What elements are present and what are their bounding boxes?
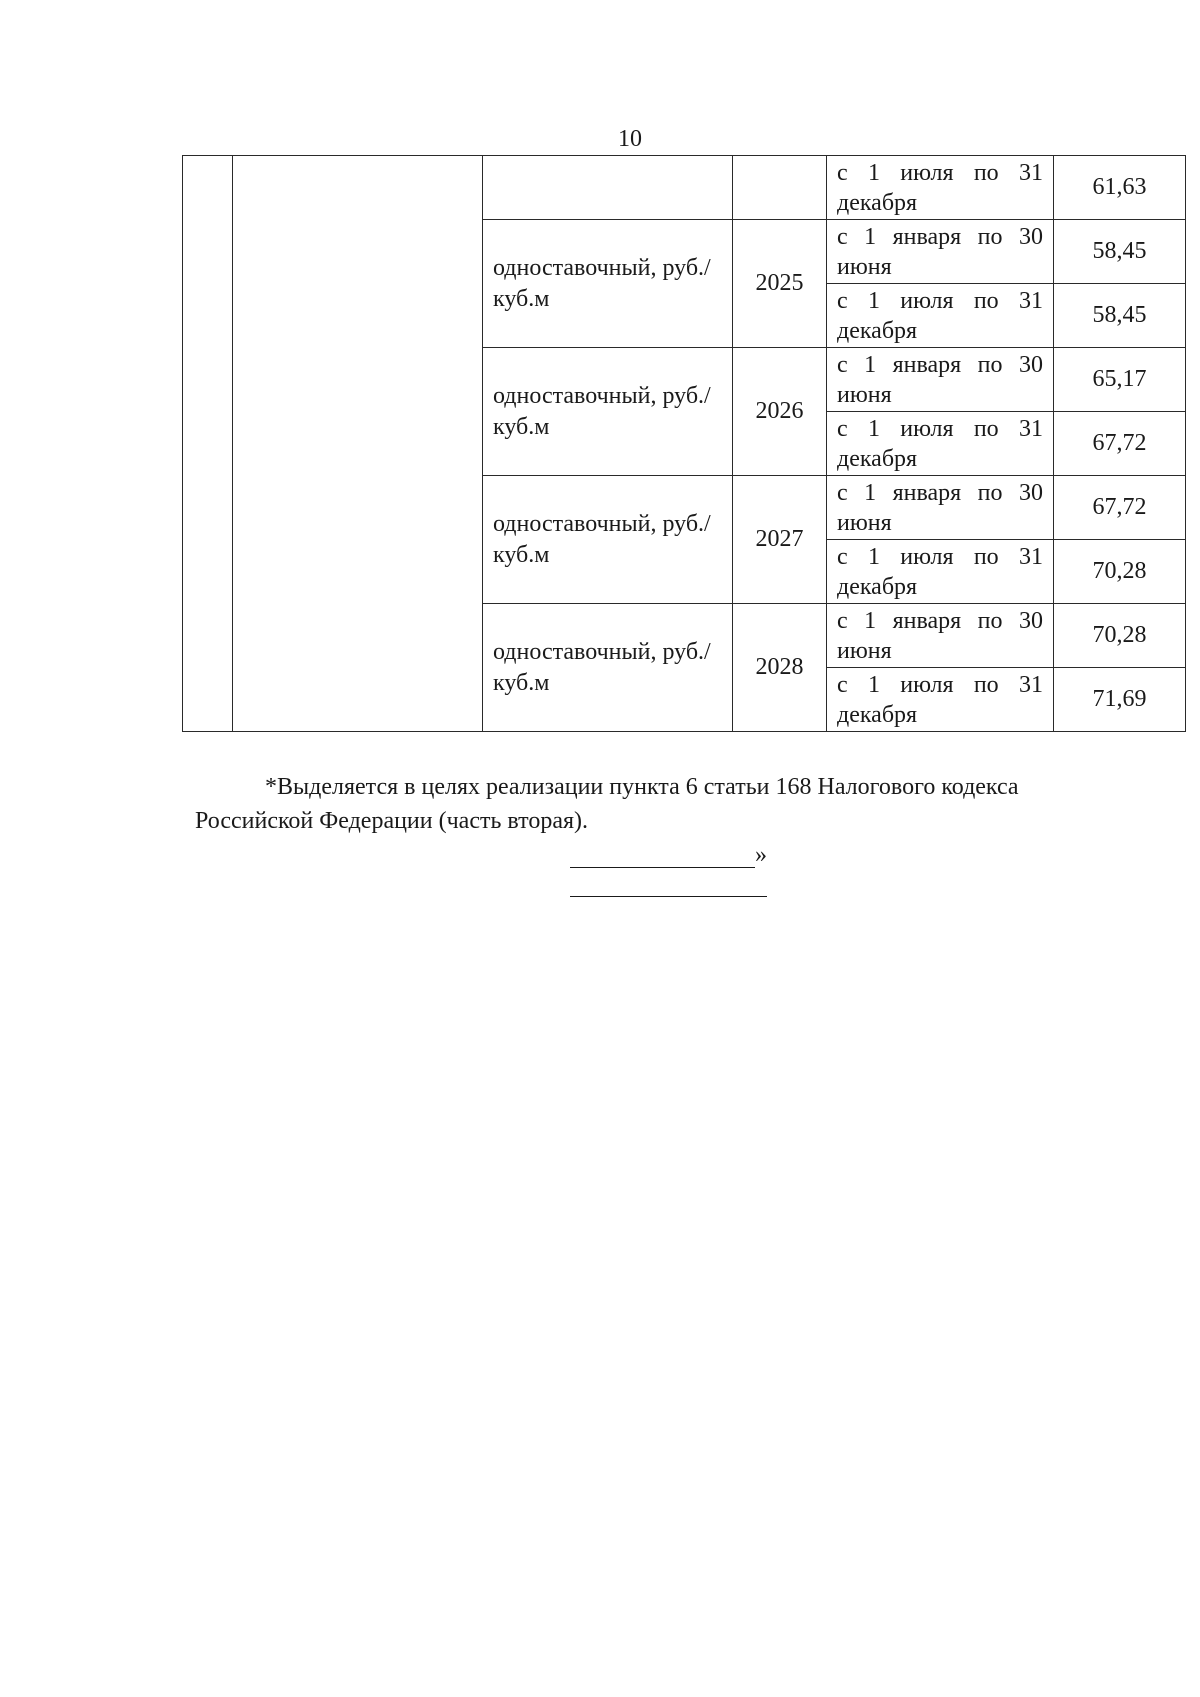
period-cell: с 1 января по 30 июня [827,604,1054,668]
tariff-type-cell: одноставочный, руб./куб.м [483,476,733,604]
year-cell: 2025 [733,220,827,348]
footnote [195,770,1075,838]
period-cell: с 1 июля по 31 декабря [827,412,1054,476]
tariff-type-cell: одноставочный, руб./куб.м [483,348,733,476]
number-cell [183,156,233,732]
closing-mark [570,842,767,868]
closing-rule [570,843,755,868]
tariff-value-cell: 70,28 [1054,540,1186,604]
tariff-value-cell: 67,72 [1054,476,1186,540]
end-of-document-rule [570,896,767,897]
tariff-value-cell: 58,45 [1054,284,1186,348]
tariff-value-cell: 71,69 [1054,668,1186,732]
closing-quote: » [755,842,767,868]
footnote-text: *Выделяется в целях реализации пункта 6 статьи 168 Налогового кодекса Российской Федерации (часть вторая). [195,774,1019,834]
page-number: 10 [618,126,642,152]
year-cell: 2026 [733,348,827,476]
period-cell: с 1 июля по 31 декабря [827,540,1054,604]
year-cell: 2027 [733,476,827,604]
tariff-value-cell: 70,28 [1054,604,1186,668]
period-cell: с 1 января по 30 июня [827,220,1054,284]
period-cell: с 1 июля по 31 декабря [827,284,1054,348]
tariff-table [182,155,1186,732]
period-cell: с 1 июля по 31 декабря [827,668,1054,732]
year-cell [733,156,827,220]
year-cell: 2028 [733,604,827,732]
tariff-value-cell: 58,45 [1054,220,1186,284]
period-cell: с 1 июля по 31 декабря [827,156,1054,220]
tariff-value-cell: 67,72 [1054,412,1186,476]
tariff-value-cell: 65,17 [1054,348,1186,412]
table-row [183,156,1186,220]
tariff-type-cell: одноставочный, руб./куб.м [483,220,733,348]
tariff-value-cell: 61,63 [1054,156,1186,220]
tariff-type-cell [483,156,733,220]
organization-cell [233,156,483,732]
tariff-type-cell: одноставочный, руб./куб.м [483,604,733,732]
period-cell: с 1 января по 30 июня [827,476,1054,540]
period-cell: с 1 января по 30 июня [827,348,1054,412]
